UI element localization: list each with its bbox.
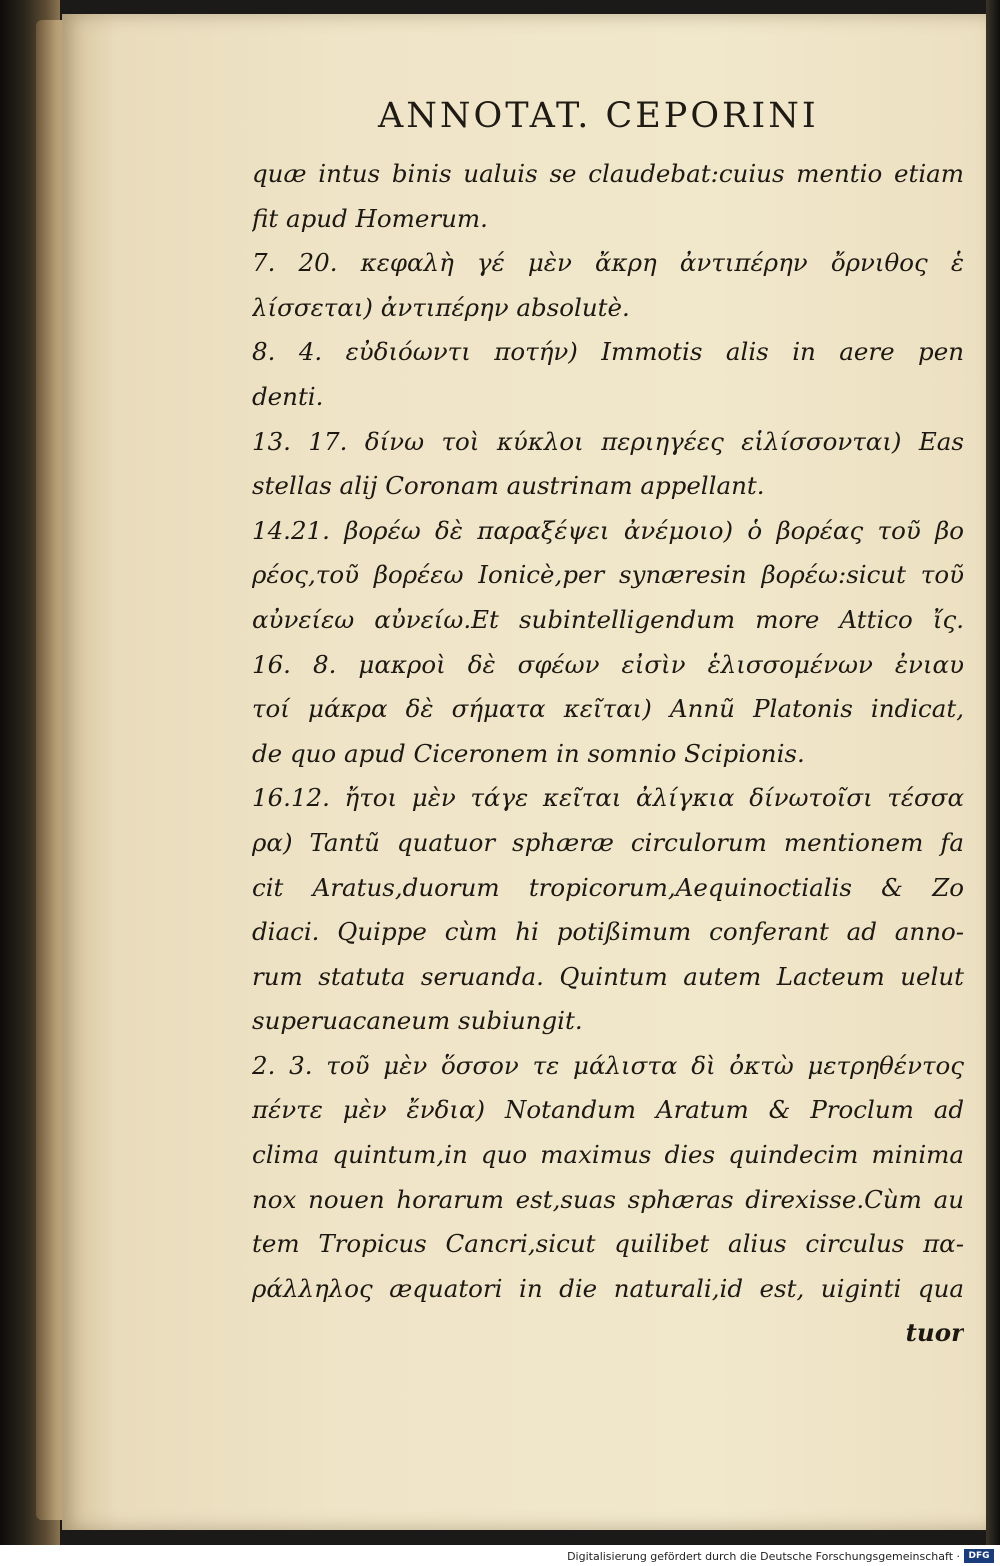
dfg-logo: DFG [964, 1549, 994, 1563]
text-line: nox nouen horarum est,suas sphæras direxisse.Cùm au [252, 1184, 964, 1214]
digitization-credit: Digitalisierung gefördert durch die Deutsche Forschungsgemeinschaft · [567, 1550, 960, 1563]
text-line: cit Aratus,duorum tropicorum,Aequinoctialis & Zo [252, 872, 964, 902]
text-line: λίσσεται) ἀντιπέρην absolutè. [252, 292, 630, 322]
text-line: 2. 3. τοῦ μὲν ὅσσον τε μάλιστα δὶ ὀκτὼ μετρηθέντος [252, 1050, 964, 1080]
text-line: 8. 4. εὐδιόωντι ποτήν) Immotis alis in aere pen [252, 337, 964, 367]
text-line: τοί μάκρα δὲ σήματα κεῖται) Annũ Platonis indicat, [252, 694, 964, 724]
text-line: πέντε μὲν ἔνδια) Notandum Aratum & Proclum ad [252, 1095, 964, 1125]
text-line: αὐνείεω αὐνείω.Et subintelligendum more Attico ἴς. [252, 604, 964, 634]
text-line: ρα) Tantũ quatuor sphæræ circulorum mentionem fa [252, 827, 964, 857]
text-line: rum statuta seruanda. Quintum autem Lacteum uelut [252, 961, 964, 991]
catchword: tuor [905, 1318, 964, 1348]
text-line: fit apud Homerum. [252, 203, 488, 233]
text-line: 7. 20. κεφαλὴ γέ μὲν ἄκρη ἀντιπέρην ὄρνιθος ἑ [252, 248, 964, 278]
text-line: de quo apud Ciceronem in somnio Scipionis. [252, 738, 805, 768]
text-line: diaci. Quippe cùm hi potißimum conferant ad anno- [252, 917, 964, 947]
text-line: clima quintum,in quo maximus dies quindecim minima [252, 1140, 964, 1170]
running-header: ANNOTAT. CEPORINI [378, 96, 819, 136]
text-line: 16.12. ἤτοι μὲν τάγε κεῖται ἀλίγκια δίνωτοῖσι τέσσα [252, 783, 964, 813]
text-line: tem Tropicus Cancri,sicut quilibet alius circulus πα- [252, 1229, 964, 1259]
text-line: superuacaneum subiungit. [252, 1006, 583, 1036]
text-line: 16. 8. μακροὶ δὲ σφέων εἰσὶν ἑλισσομένων ἐνιαυ [252, 649, 964, 679]
text-line: quæ intus binis ualuis se claudebat:cuius mentio etiam [252, 159, 964, 188]
text-line: ρέος,τοῦ βορέεω Ionicè,per synæresin βορέω:sicut τοῦ [252, 560, 964, 590]
page-body-text [252, 152, 964, 1356]
footer-bar [0, 1545, 1000, 1566]
text-line: 13. 17. δίνω τοὶ κύκλοι περιηγέες εἱλίσσονται) Eas [252, 426, 964, 456]
text-line: ράλληλος æquatori in die naturali,id est, uiginti qua [252, 1273, 964, 1303]
right-shadow-edge [986, 0, 1000, 1545]
text-line: 14.21. βορέω δὲ παραξέψει ἀνέμοιο) ὁ βορέας τοῦ βο [252, 515, 964, 545]
text-line: stellas alij Coronam austrinam appellant. [252, 471, 765, 501]
text-line: denti. [252, 381, 324, 411]
